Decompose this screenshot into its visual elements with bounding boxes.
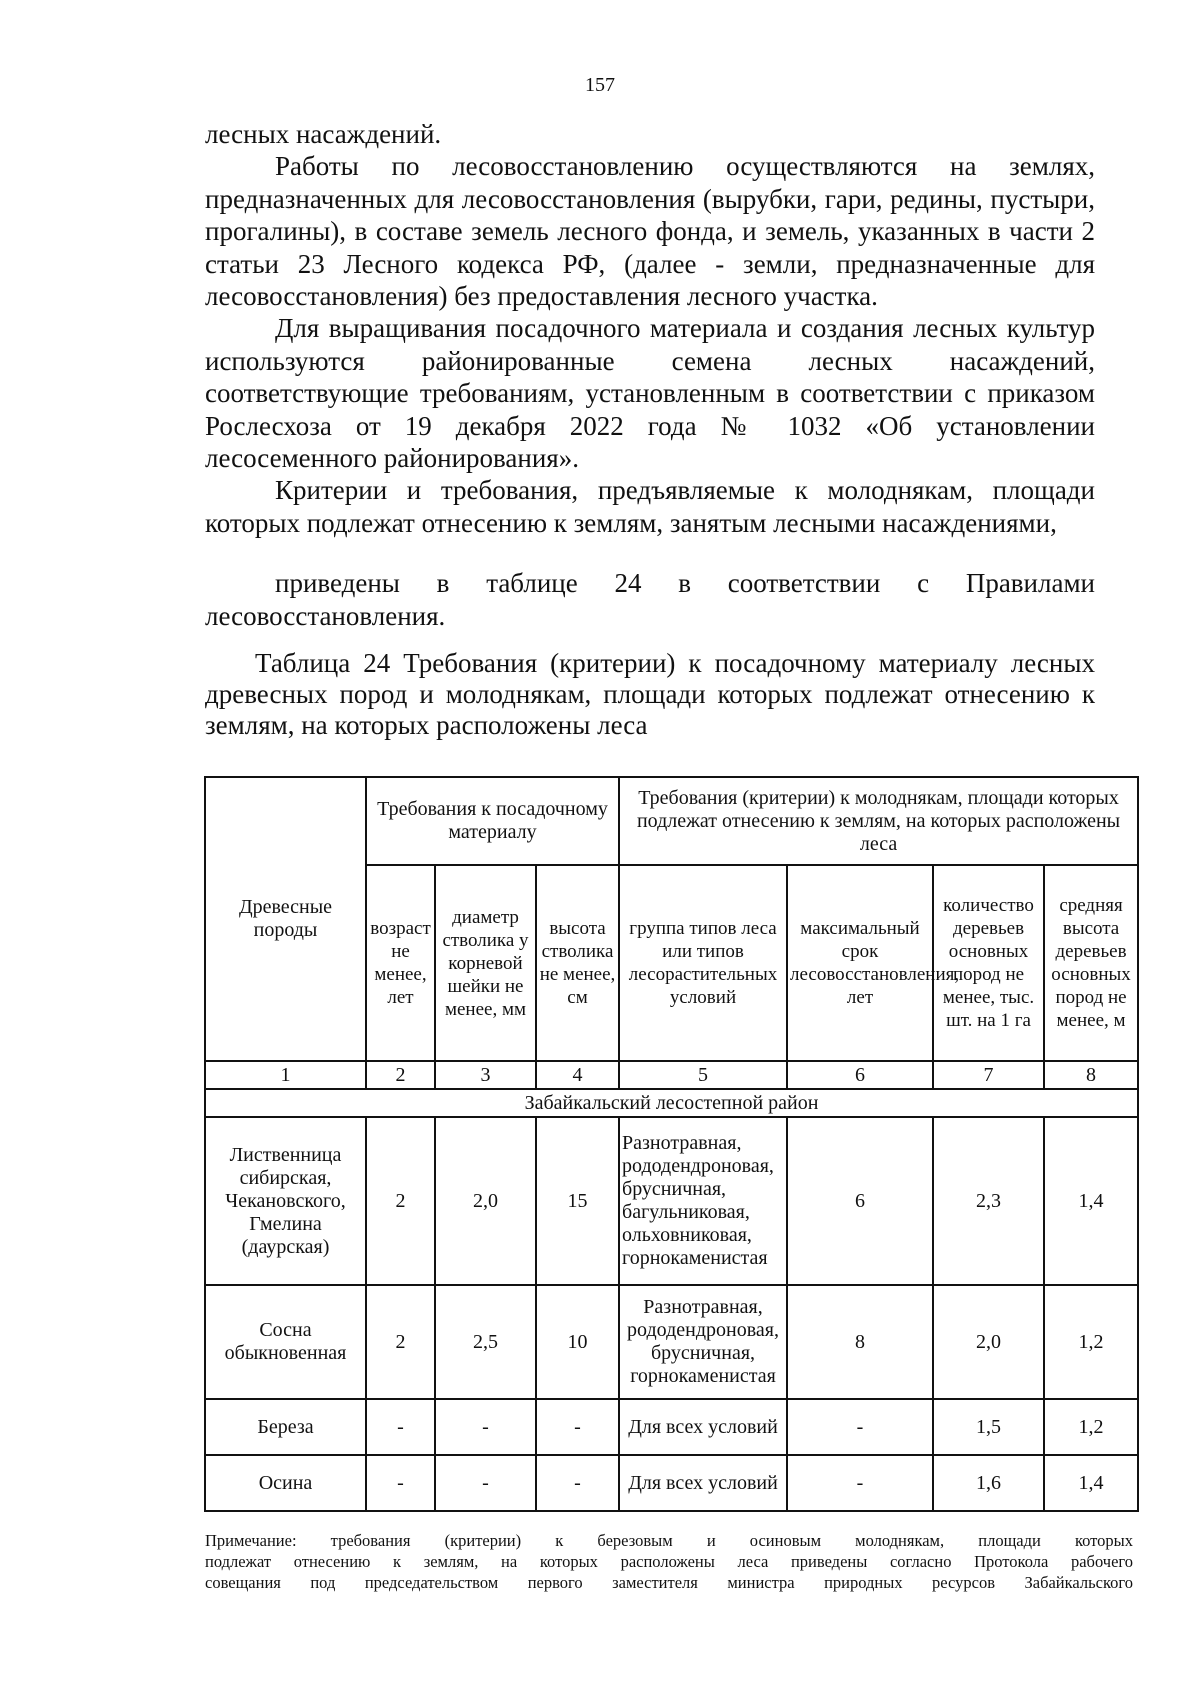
age-cell: - — [366, 1399, 435, 1455]
paragraph-planting-material: Для выращивания посадочного материала и создания лесных культур используются районированные семена лесных насаждений, соответствующие требованиям, установленным в соответствии с приказом Рослесхоза от 19 декабря 2022 года № 1032 «Об установлении лесосеменного районирования». — [205, 313, 1095, 474]
forest-type-cell: Для всех условий — [619, 1455, 787, 1511]
column-number: 6 — [787, 1061, 933, 1089]
page-number: 157 — [585, 74, 615, 96]
header-diameter: диаметр стволика у корневой шейки не менее, мм — [435, 865, 536, 1061]
diameter-cell: - — [435, 1455, 536, 1511]
paragraph-reforestation-works: Работы по лесовосстановлению осуществляются на землях, предназначенных для лесовосстановления (вырубки, гари, редины, пустыри, прогалины), в составе земель лесного фонда, и земель, указанных в части 2 статьи 23 Лесного кодекса РФ, (далее - земли, предназначенные для лесовосстановления) без предоставления лесного участка. — [205, 151, 1095, 312]
column-number: 8 — [1044, 1061, 1138, 1089]
region-row: Забайкальский лесостепной район — [205, 1089, 1138, 1117]
count-cell: 2,3 — [933, 1117, 1044, 1285]
forest-type-cell: Разнотравная, рододендроновая, брусничная, багульниковая, ольховниковая, горнокаменистая — [619, 1117, 787, 1285]
count-cell: 1,5 — [933, 1399, 1044, 1455]
table-row — [205, 1399, 1138, 1455]
age-cell: 2 — [366, 1117, 435, 1285]
avg-height-cell: 1,4 — [1044, 1117, 1138, 1285]
diameter-cell: 2,0 — [435, 1117, 536, 1285]
requirements-table — [204, 776, 1139, 1512]
paragraph-table-reference-end: лесовосстановления. — [205, 600, 446, 631]
header-age: возраст не менее, лет — [366, 865, 435, 1061]
table-caption: Таблица 24 Требования (критерии) к посадочному материалу лесных древесных пород и молоднякам, площади которых подлежат отнесению к землям, на которых расположены леса — [205, 648, 1095, 741]
term-cell: - — [787, 1399, 933, 1455]
body-text — [205, 118, 1095, 741]
table-row — [205, 1285, 1138, 1399]
header-tree-count: количество деревьев основных пород не менее, тыс. шт. на 1 га — [933, 865, 1044, 1061]
header-young-stands: Требования (критерии) к молоднякам, площади которых подлежат отнесению к землям, на которых расположены леса — [619, 777, 1138, 865]
species-cell: Береза — [205, 1399, 366, 1455]
column-number: 4 — [536, 1061, 619, 1089]
diameter-cell: - — [435, 1399, 536, 1455]
note-line: Примечание: требования (критерии) к березовым и осиновым молоднякам, площади которых — [205, 1531, 1133, 1550]
column-number: 1 — [205, 1061, 366, 1089]
avg-height-cell: 1,2 — [1044, 1399, 1138, 1455]
term-cell: - — [787, 1455, 933, 1511]
column-number: 7 — [933, 1061, 1044, 1089]
avg-height-cell: 1,2 — [1044, 1285, 1138, 1399]
table-note — [205, 1530, 1133, 1593]
note-line: совещания под председательством первого заместителя министра природных ресурсов Забайкальского — [205, 1573, 1133, 1592]
header-forest-type: группа типов леса или типов лесорастительных условий — [619, 865, 787, 1061]
species-cell: Лиственница сибирская, Чекановского, Гмелина (даурская) — [205, 1117, 366, 1285]
species-cell: Сосна обыкновенная — [205, 1285, 366, 1399]
table-row — [205, 1117, 1138, 1285]
height-cell: - — [536, 1455, 619, 1511]
term-cell: 6 — [787, 1117, 933, 1285]
paragraph-continuation: лесных насаждений. — [205, 119, 442, 149]
column-number: 3 — [435, 1061, 536, 1089]
species-cell: Осина — [205, 1455, 366, 1511]
height-cell: - — [536, 1399, 619, 1455]
diameter-cell: 2,5 — [435, 1285, 536, 1399]
forest-type-cell: Для всех условий — [619, 1399, 787, 1455]
age-cell: 2 — [366, 1285, 435, 1399]
avg-height-cell: 1,4 — [1044, 1455, 1138, 1511]
count-cell: 2,0 — [933, 1285, 1044, 1399]
header-avg-height: средняя высота деревьев основных пород не менее, м — [1044, 865, 1138, 1061]
header-term: максимальный срок лесовосстановления, лет — [787, 865, 933, 1061]
count-cell: 1,6 — [933, 1455, 1044, 1511]
header-species: Древесные породы — [205, 777, 366, 1061]
paragraph-criteria: Критерии и требования, предъявляемые к молоднякам, площади которых подлежат отнесению к землям, занятым лесными насаждениями, — [205, 475, 1095, 538]
header-planting-material: Требования к посадочному материалу — [366, 777, 619, 865]
paragraph-table-reference: приведены в таблице 24 в соответствии с Правилами — [275, 568, 1095, 599]
age-cell: - — [366, 1455, 435, 1511]
term-cell: 8 — [787, 1285, 933, 1399]
header-height: высота стволика не менее, см — [536, 865, 619, 1061]
table-row — [205, 1455, 1138, 1511]
height-cell: 15 — [536, 1117, 619, 1285]
height-cell: 10 — [536, 1285, 619, 1399]
column-number: 5 — [619, 1061, 787, 1089]
column-number: 2 — [366, 1061, 435, 1089]
forest-type-cell: Разнотравная, рододендроновая, брусничная, горнокаменистая — [619, 1285, 787, 1399]
note-line: подлежат отнесению к землям, на которых расположены леса приведены согласно Протокола рабочего — [205, 1552, 1133, 1571]
